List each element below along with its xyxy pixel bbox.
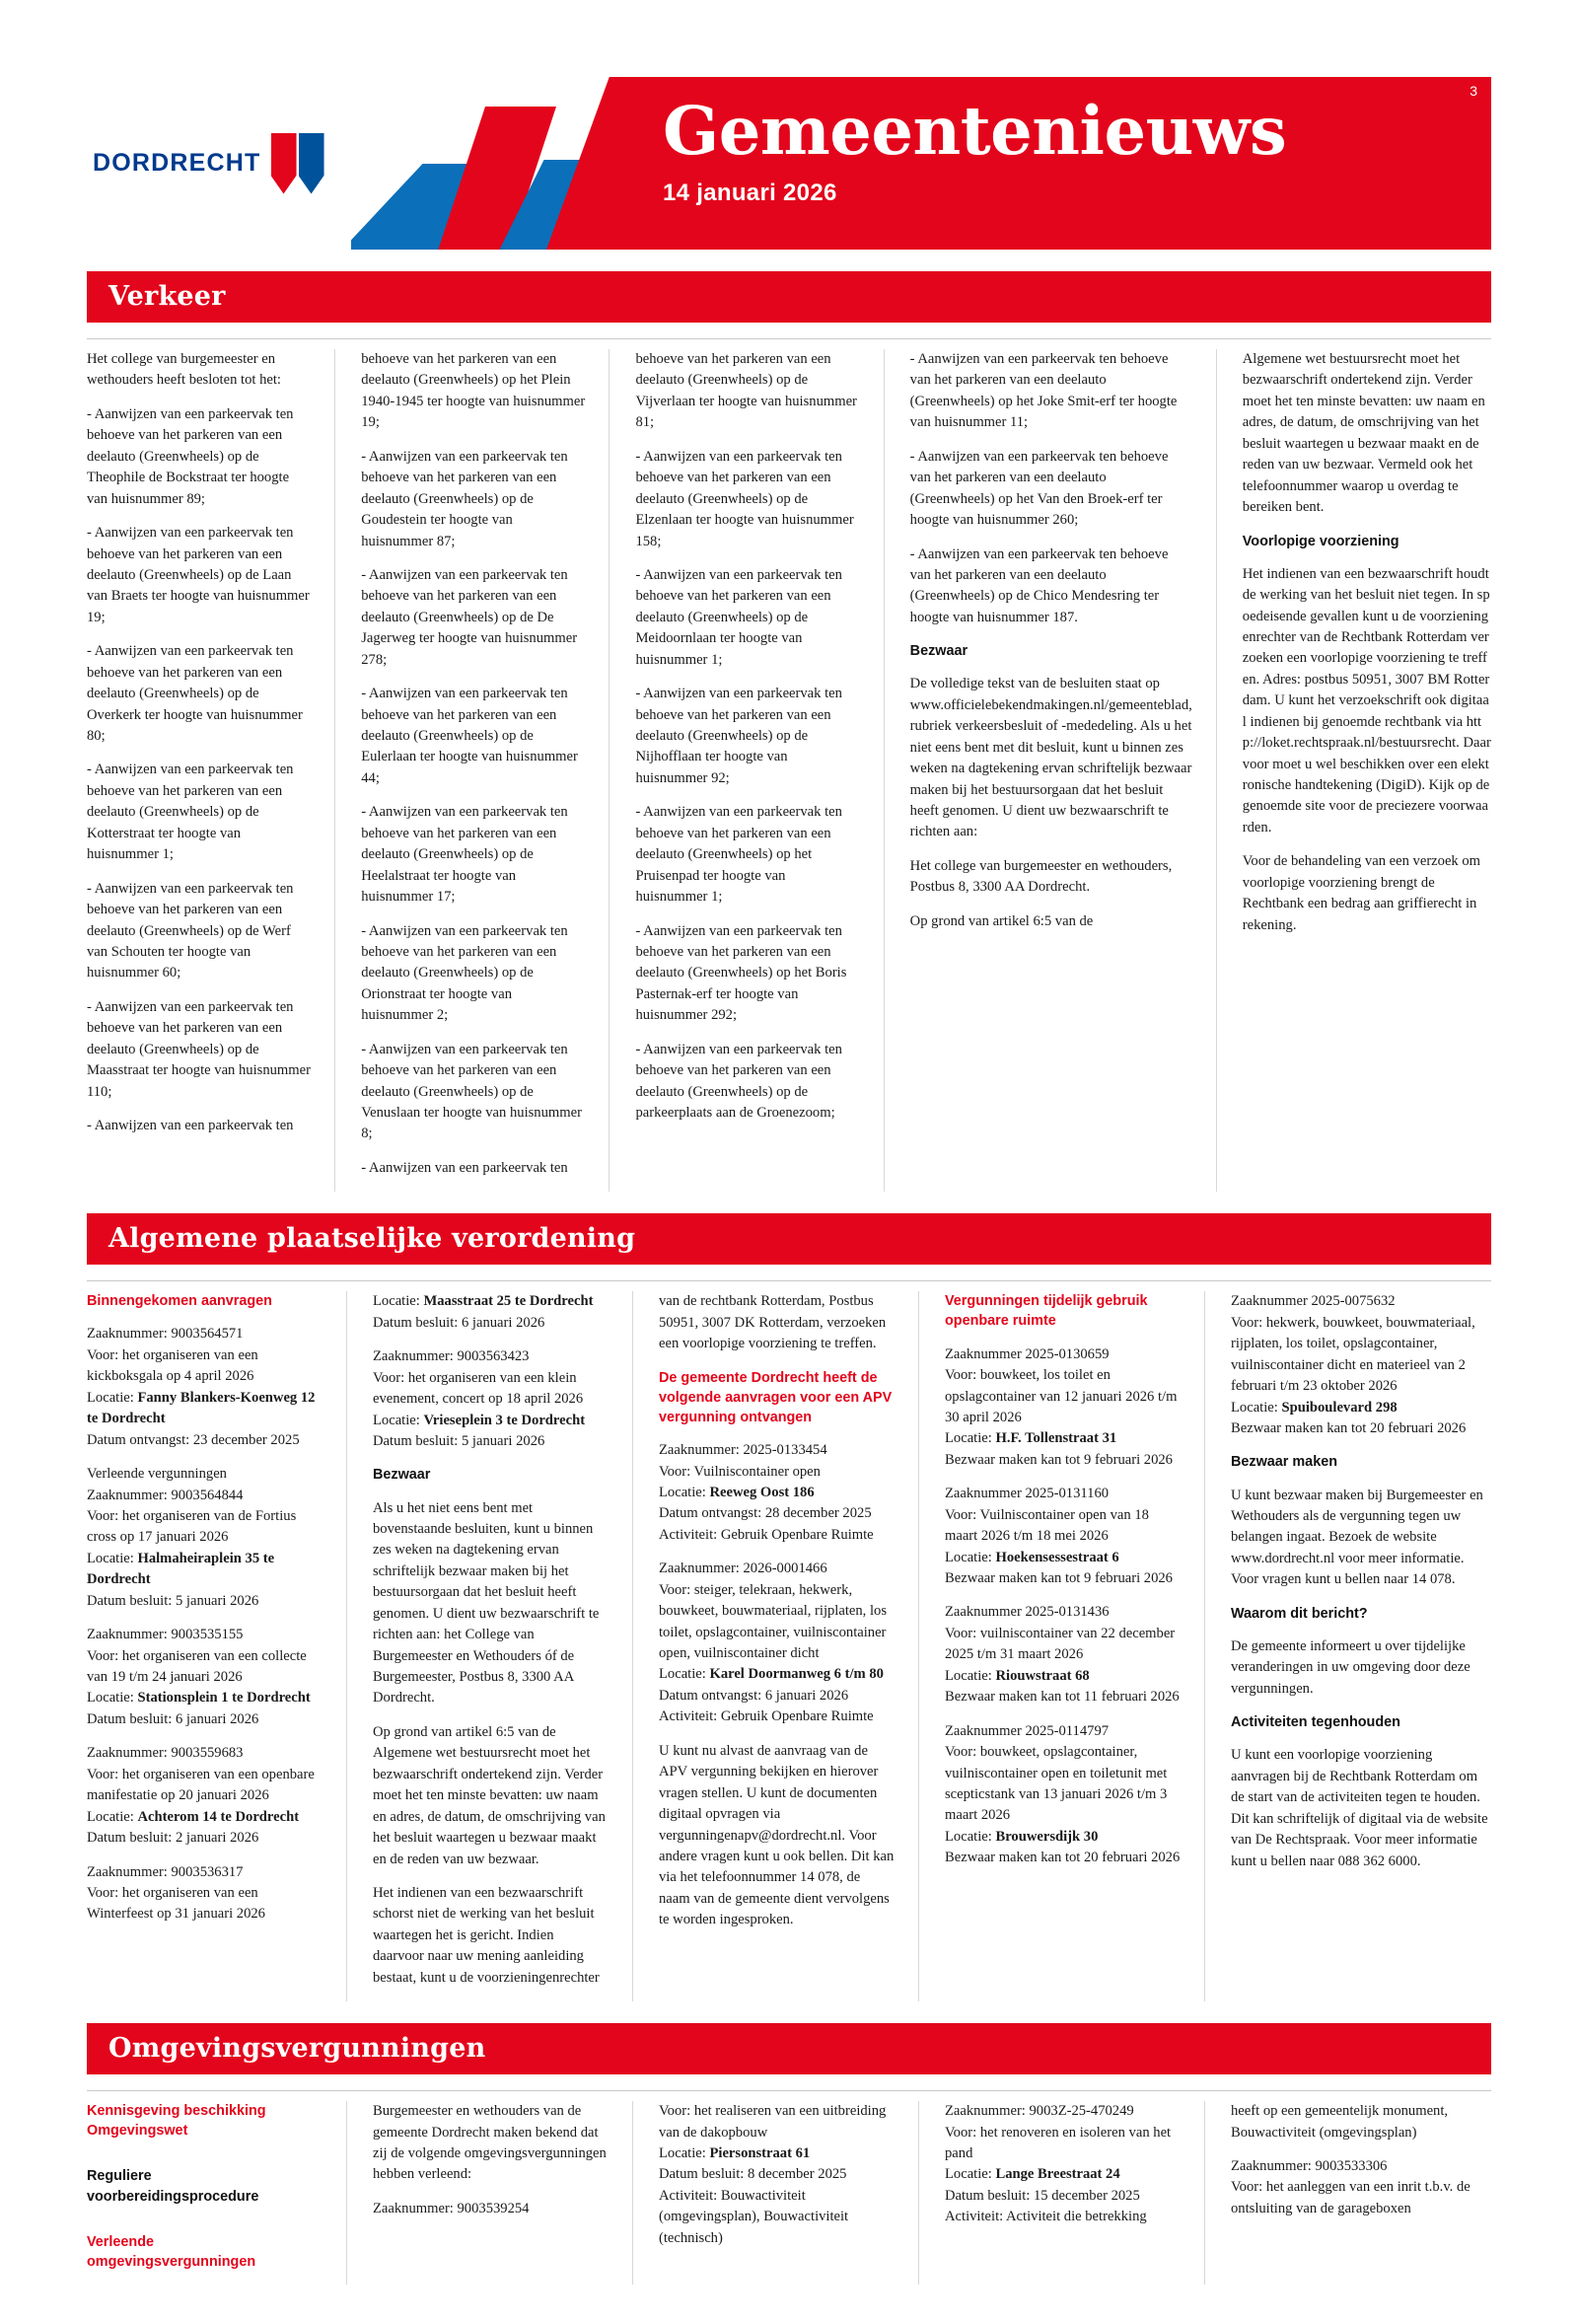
paragraph: Het college van burgemeester en wethouders, Postbus 8, 3300 AA Dordrecht.: [909, 857, 1173, 896]
omgeving-column-3: [659, 2101, 919, 2285]
datum: Datum besluit: 15 december 2025: [945, 2187, 1140, 2204]
aanvraag-omschrijving: Voor: het realiseren van een uitbreiding van de dakopbouw: [659, 2103, 887, 2141]
paragraph: - Aanwijzen van een parkeervak ten behoeve van het parkeren van een deelauto (Greenwheels) op de Orionstraat ter hoogte van huisnummer 2;: [361, 922, 568, 1024]
verkeer-column-4: [910, 349, 1217, 1192]
locatie-line: [659, 1483, 895, 1503]
zaaknummer: Zaaknummer: 9003536317: [87, 1863, 244, 1880]
apv-column-2: [373, 1291, 633, 2001]
locatie-label: Locatie:: [659, 1666, 710, 1683]
bezwaar-termijn: Bezwaar maken kan tot 20 februari 2026: [1231, 1419, 1467, 1436]
aanvraag-omschrijving: Voor: vuilniscontainer van 22 december 2025 t/m 31 maart 2026: [945, 1625, 1176, 1663]
verkeer-column-2: [361, 349, 610, 1192]
datum: Datum besluit: 2 januari 2026: [87, 1830, 259, 1847]
locatie-value: Reeweg Oost 186: [709, 1484, 815, 1500]
paragraph: - Aanwijzen van een parkeervak ten behoeve van het parkeren van een deelauto (Greenwheels) op de parkeerplaats aan de Groenezoom;: [635, 1041, 842, 1121]
locatie-value: Halmaheiraplein 35 te Dordrecht: [87, 1550, 275, 1588]
zaaknummer: Zaaknummer: 9003564571: [87, 1326, 244, 1343]
locatie-value: Lange Breestraat 24: [995, 2166, 1120, 2183]
paragraph: U kunt een voorlopige voorziening aanvragen bij de Rechtbank Rotterdam om de start van de activiteiten tegen te houden. Dit kan schriftelijk of digitaal via de website van De Rechtspraak. Voor meer informatie kunt u bellen naar 088 362 6000.: [1231, 1747, 1488, 1869]
paragraph: - Aanwijzen van een parkeervak ten behoeve van het parkeren van een deelauto (Greenwheels) op de Werf van Schouten ter hoogte van huisnummer 60;: [87, 880, 294, 981]
paragraph: - Aanwijzen van een parkeervak ten behoeve van het parkeren van een deelauto (Greenwheels) op de Elzenlaan ter hoogte van huisnummer 158;: [635, 448, 854, 549]
datum: Datum ontvangst: 6 januari 2026: [659, 1687, 849, 1704]
zaaknummer: Zaaknummer 2025-0130659: [945, 1345, 1110, 1362]
activiteit: Activiteit: Bouwactiviteit (omgevingsplan), Bouwactiviteit (technisch): [659, 2187, 849, 2246]
paragraph: - Aanwijzen van een parkeervak ten behoeve van het parkeren van een deelauto (Greenwheels) op de Meidoornlaan ter hoogte van huisnummer 1;: [635, 566, 842, 668]
publication-date: 14 januari 2026: [663, 180, 837, 207]
page-number: 3: [1470, 83, 1477, 99]
locatie-label: Locatie:: [1231, 1399, 1282, 1416]
title-banner: [617, 77, 1491, 250]
locatie-label: Locatie:: [945, 1667, 996, 1684]
omgeving-column-2: [373, 2101, 633, 2285]
subheading-kennisgeving-beschikking: Kennisgeving beschikking Omgevingswet: [87, 2103, 266, 2140]
activiteit: Activiteit: Activiteit die betrekking: [945, 2209, 1147, 2225]
locatie-line: [87, 1549, 323, 1591]
bezwaar-termijn: Bezwaar maken kan tot 9 februari 2026: [945, 1570, 1173, 1586]
apv-column-3: [659, 1291, 919, 2001]
section-header-apv: Algemene plaatselijke verordening: [87, 1213, 1491, 1265]
omgeving-column-5: [1231, 2101, 1491, 2285]
paragraph: Op grond van artikel 6:5 van de Algemene wet bestuursrecht moet het bezwaarschrift ondertekend zijn. Verder moet het ten minste bevatten: uw naam en adres, de datum, de omschrijving van het besluit waartegen u bezwaar maakt en de reden van uw bezwaar.: [373, 1723, 606, 1867]
subheading-apv-aanvragen: De gemeente Dordrecht heeft de volgende aanvragen voor een APV vergunning ontvangen: [659, 1369, 893, 1425]
activiteit: Activiteit: Gebruik Openbare Ruimte: [659, 1708, 874, 1725]
paragraph: van de rechtbank Rotterdam, Postbus 50951, 3007 DK Rotterdam, verzoeken een voorlopige voorziening te treffen.: [659, 1293, 887, 1352]
aanvraag-omschrijving: Voor: het aanleggen van een inrit t.b.v. de ontsluiting van de garageboxen: [1231, 2179, 1470, 2216]
paragraph: Algemene wet bestuursrecht moet het bezwaarschrift ondertekend zijn. Verder moet het ten minste bevatten: uw naam en adres, de datum, de omschrijving van het besluit waartegen u bezwaar maakt en de reden van uw bezwaar. Vermeld ook het telefoonnummer waarop u overdag te bereiken bent.: [1242, 351, 1485, 516]
paragraph: behoeve van het parkeren van een deelauto (Greenwheels) op de Vijverlaan ter hoogte van huisnummer 81;: [635, 351, 857, 431]
paragraph: Als u het niet eens bent met bovenstaande besluiten, kunt u binnen zes weken na dagtekening ervan schriftelijk bezwaar maken bij het bestuursorgaan dat het besluit heeft genomen. U dient uw bezwaarschrift te richten aan: het College van Burgemeester en Wethouders óf de Burgemeester, Postbus 8, 3300 AA Dordrecht.: [373, 1499, 600, 1707]
aanvraag-omschrijving: Voor: het organiseren van een Winterfeest op 31 januari 2026: [87, 1884, 265, 1923]
locatie-label: Locatie:: [659, 2145, 710, 2162]
zaaknummer: Zaaknummer: 9003539254: [373, 2200, 530, 2216]
locatie-label: Locatie:: [87, 1550, 138, 1566]
paragraph: Burgemeester en wethouders van de gemeente Dordrecht maken bekend dat zij de volgende omgevingsvergunningen hebben verleend:: [373, 2103, 607, 2183]
zaaknummer: Zaaknummer 2025-0075632: [1231, 1293, 1396, 1310]
aanvraag-omschrijving: Voor: het organiseren van een openbare manifestatie op 20 januari 2026: [87, 1766, 315, 1804]
paragraph: - Aanwijzen van een parkeervak ten behoeve van het parkeren van een deelauto (Greenwheels) op de Laan van Braets ter hoogte van huisnummer 19;: [87, 525, 310, 625]
verkeer-column-5: [1243, 349, 1491, 1192]
paragraph: Het college van burgemeester en wethouders heeft besloten tot het:: [87, 351, 281, 389]
paragraph: - Aanwijzen van een parkeervak ten behoeve van het parkeren van een deelauto (Greenwheels) op het Boris Pasternak-erf ter hoogte van huisnummer 292;: [635, 922, 847, 1024]
paragraph: - Aanwijzen van een parkeervak ten behoeve van het parkeren van een deelauto (Greenwheels) op de Chico Mendesring ter hoogte van huisnummer 187.: [909, 545, 1169, 625]
paragraph: - Aanwijzen van een parkeervak ten: [361, 1159, 568, 1176]
locatie-line: [87, 1688, 323, 1708]
aanvraag-omschrijving: Voor: steiger, telekraan, hekwerk, bouwkeet, bouwmateriaal, rijplaten, los toilet, opslagcontainer, vuilniscontainer open, vuilniscontainer dicht: [659, 1581, 887, 1662]
omgeving-column-4: [945, 2101, 1205, 2285]
paragraph: De volledige tekst van de besluiten staat op www.officielebekendmakingen.nl/gemeenteblad, rubriek verkeersbesluit of -mededeling. Als u het niet eens bent met dit besluit, kunt u binnen zes weken na dagtekening ervan schriftelijk bezwaar maken bij het bestuursorgaan dat het besluit heeft genomen. U dient uw bezwaarschrift te richten aan:: [909, 676, 1192, 840]
verkeer-column-3: [635, 349, 884, 1192]
zaaknummer: Zaaknummer 2025-0114797: [945, 1722, 1110, 1739]
zaaknummer: Zaaknummer: 9003Z-25-470249: [945, 2103, 1134, 2120]
aanvraag-omschrijving: Voor: het organiseren van een collecte van 19 t/m 24 januari 2026: [87, 1647, 307, 1686]
subheading-voorlopige-voorziening: Voorlopige voorziening: [1242, 533, 1399, 549]
paragraph: - Aanwijzen van een parkeervak ten behoeve van het parkeren van een deelauto (Greenwheels) op de Venuslaan ter hoogte van huisnummer 8;: [361, 1041, 582, 1142]
datum: Datum besluit: 6 januari 2026: [373, 1314, 545, 1331]
aanvraag-omschrijving: Voor: bouwkeet, opslagcontainer, vuilniscontainer open en toiletunit met scepticstank van 13 januari 2026 t/m 3 maart 2026: [945, 1744, 1168, 1824]
locatie-label: Locatie:: [945, 1549, 996, 1565]
paragraph: - Aanwijzen van een parkeervak ten behoeve van het parkeren van een deelauto (Greenwheels) op de Heelalstraat ter hoogte van huisnummer 17;: [361, 804, 568, 906]
aanvraag-omschrijving: Voor: het renoveren en isoleren van het pand: [945, 2124, 1172, 2162]
paragraph: Op grond van artikel 6:5 van de: [909, 912, 1094, 929]
locatie-label: Locatie:: [373, 1412, 424, 1428]
zaaknummer: Zaaknummer: 9003559683: [87, 1745, 244, 1762]
zaaknummer: Zaaknummer: 9003564844: [87, 1487, 244, 1503]
paragraph: - Aanwijzen van een parkeervak ten behoeve van het parkeren van een deelauto (Greenwheels) op de Theophile de Bockstraat ter hoogte van huisnummer 89;: [87, 405, 294, 507]
zaaknummer: Zaaknummer: 2025-0133454: [659, 1442, 827, 1459]
subheading-vergunningen-tijdelijk-gebruik: Vergunningen tijdelijk gebruik openbare ruimte: [945, 1293, 1148, 1330]
paragraph: - Aanwijzen van een parkeervak ten behoeve van het parkeren van een deelauto (Greenwheels) op het Van den Broek-erf ter hoogte van huisnummer 260;: [909, 448, 1169, 529]
subheading-verleende-vergunningen: Verleende vergunningen: [87, 1466, 227, 1483]
verkeer-columns: [87, 338, 1491, 1192]
dordrecht-shield-icon: [271, 133, 332, 194]
aanvraag-omschrijving: Voor: Vuilniscontainer open: [659, 1463, 821, 1480]
datum: Datum besluit: 5 januari 2026: [373, 1432, 545, 1449]
paragraph: - Aanwijzen van een parkeervak ten behoeve van het parkeren van een deelauto (Greenwheels) op de Goudestein ter hoogte van huisnummer 87;: [361, 448, 568, 549]
locatie-value: Maasstraat 25 te Dordrecht: [423, 1293, 594, 1310]
locatie-line: [87, 1807, 323, 1828]
locatie-value: Riouwstraat 68: [995, 1667, 1090, 1684]
aanvraag-omschrijving: Voor: Vuilniscontainer open van 18 maart 2026 t/m 18 mei 2026: [945, 1506, 1149, 1545]
datum: Datum ontvangst: 28 december 2025: [659, 1505, 872, 1522]
paragraph: - Aanwijzen van een parkeervak ten behoeve van het parkeren van een deelauto (Greenwheels) op het Joke Smit-erf ter hoogte van huisnummer 11;: [909, 351, 1178, 431]
paragraph: U kunt nu alvast de aanvraag van de APV vergunning bekijken en hierover vragen stellen. U kunt de documenten digitaal opvragen via vergunningenapv@dordrecht.nl. Voor andere vragen kunt u ook bellen. Dit kan via het telefoonnummer 14 078, de naam van de gemeente dient vervolgens te worden ingesproken.: [659, 1742, 895, 1928]
subheading-binnengekomen-aanvragen: Binnengekomen aanvragen: [87, 1293, 272, 1310]
locatie-value: H.F. Tollenstraat 31: [995, 1430, 1117, 1447]
zaaknummer: Zaaknummer 2025-0131160: [945, 1486, 1110, 1502]
locatie-label: Locatie:: [945, 2166, 996, 2183]
locatie-line: [1231, 1398, 1491, 1418]
bezwaar-termijn: Bezwaar maken kan tot 20 februari 2026: [945, 1850, 1181, 1866]
publication-title: Gemeentenieuws: [663, 92, 1287, 170]
subheading-waarom-dit-bericht: Waarom dit bericht?: [1231, 1605, 1368, 1622]
zaaknummer: Zaaknummer: 2026-0001466: [659, 1561, 827, 1577]
subheading-verleende-omgevingsvergunningen: Verleende omgevingsvergunningen: [87, 2233, 256, 2270]
datum: Datum besluit: 6 januari 2026: [87, 1710, 259, 1727]
paragraph: Het indienen van een bezwaarschrift schorst niet de werking van het besluit waartegen het is gericht. Indien daarvoor naar uw mening aanleiding bestaat, kunt u de voorzieningenrechter: [373, 1884, 600, 1986]
locatie-line: [659, 1664, 895, 1685]
logo-wordmark: DORDRECHT: [93, 149, 261, 177]
verkeer-column-1: [87, 349, 335, 1192]
subheading-bezwaar-maken: Bezwaar maken: [1231, 1454, 1337, 1471]
locatie-value: Vrieseplein 3 te Dordrecht: [423, 1412, 586, 1428]
paragraph: Voor de behandeling van een verzoek om voorlopige voorziening brengt de Rechtbank een bedrag aan griffierecht in rekening.: [1242, 853, 1481, 933]
locatie-value: Piersonstraat 61: [709, 2145, 811, 2162]
datum: Datum besluit: 8 december 2025: [659, 2166, 847, 2183]
section-header-omgevingsvergunningen: Omgevingsvergunningen: [87, 2023, 1491, 2074]
locatie-line: [373, 1291, 609, 1312]
apv-column-5: [1231, 1291, 1491, 2001]
locatie-line: [373, 1411, 609, 1431]
locatie-label: Locatie:: [373, 1293, 424, 1310]
paragraph: - Aanwijzen van een parkeervak ten: [87, 1118, 294, 1133]
activiteit: Activiteit: Gebruik Openbare Ruimte: [659, 1526, 874, 1543]
newspaper-page: [0, 77, 1578, 2324]
paragraph: - Aanwijzen van een parkeervak ten behoeve van het parkeren van een deelauto (Greenwheels) op de Nijhofflaan ter hoogte van huisnummer 92;: [635, 686, 842, 786]
apv-column-1: [87, 1291, 347, 2001]
locatie-line: [945, 1827, 1181, 1848]
locatie-value: Spuiboulevard 298: [1281, 1399, 1398, 1416]
subheading-activiteiten-tegenhouden: Activiteiten tegenhouden: [1231, 1714, 1400, 1731]
locatie-label: Locatie:: [945, 1430, 996, 1447]
locatie-line: [945, 1666, 1181, 1687]
aanvraag-omschrijving: Voor: hekwerk, bouwkeet, bouwmateriaal, rijplaten, los toilet, opslagcontainer, vuilniscontainer dicht en materieel van 2 februari t/m 23 oktober 2026: [1231, 1314, 1475, 1395]
locatie-line: [659, 2143, 895, 2164]
paragraph: - Aanwijzen van een parkeervak ten behoeve van het parkeren van een deelauto (Greenwheels) op de Overkerk ter hoogte van huisnummer 80;: [87, 643, 303, 744]
zaaknummer: Zaaknummer: 9003533306: [1231, 2158, 1388, 2175]
zaaknummer: Zaaknummer: 9003535155: [87, 1627, 244, 1643]
aanvraag-omschrijving: Voor: het organiseren van de Fortius cross op 17 januari 2026: [87, 1507, 297, 1546]
aanvraag-omschrijving: Voor: bouwkeet, los toilet en opslagcontainer van 12 januari 2026 t/m 30 april 2026: [945, 1367, 1178, 1425]
zaaknummer: Zaaknummer 2025-0131436: [945, 1604, 1110, 1621]
masthead: [87, 77, 1491, 250]
paragraph: heeft op een gemeentelijk monument, Bouwactiviteit (omgevingsplan): [1231, 2103, 1449, 2141]
section-header-verkeer: Verkeer: [87, 271, 1491, 323]
paragraph: - Aanwijzen van een parkeervak ten behoeve van het parkeren van een deelauto (Greenwheels) op de Eulerlaan ter hoogte van huisnummer 44;: [361, 686, 578, 786]
dordrecht-logo: [87, 77, 351, 250]
aanvraag-omschrijving: Voor: het organiseren van een klein evenement, concert op 18 april 2026: [373, 1369, 584, 1408]
locatie-value: Karel Doormanweg 6 t/m 80: [709, 1666, 884, 1683]
subheading-reguliere-procedure: Reguliere voorbereidingsprocedure: [87, 2168, 259, 2205]
apv-columns: [87, 1280, 1491, 2001]
omgeving-columns: [87, 2090, 1491, 2285]
locatie-label: Locatie:: [87, 1808, 138, 1825]
omgeving-column-1: [87, 2101, 347, 2285]
paragraph: - Aanwijzen van een parkeervak ten behoeve van het parkeren van een deelauto (Greenwheels) op de De Jagerweg ter hoogte van huisnummer 278;: [361, 566, 578, 668]
locatie-value: Hoekensessestraat 6: [995, 1549, 1119, 1565]
zaaknummer: Zaaknummer: 9003563423: [373, 1348, 530, 1365]
locatie-line: [945, 1428, 1181, 1449]
locatie-value: Stationsplein 1 te Dordrecht: [137, 1690, 311, 1707]
locatie-value: Brouwersdijk 30: [995, 1828, 1099, 1845]
paragraph: Het indienen van een bezwaarschrift houdt de werking van het besluit niet tegen. In spoedeisende gevallen kunt u de voorzieningenrechter van de Rechtbank Rotterdam verzoeken een voorlopige voorziening te treffen. Adres: postbus 50951, 3007 BM Rotterdam. U kunt het verzoekschrift ook digitaal indienen bij genoemde rechtbank via http://loket.rechtspraak.nl/bestuursrecht. Daarvoor moet u wel beschikken over een elektronische handtekening (DigiD). Kijk op de genoemde site voor de preciezere voorwaarden.: [1242, 565, 1491, 835]
locatie-line: [87, 1388, 323, 1430]
locatie-value: Fanny Blankers-Koenweg 12 te Dordrecht: [87, 1389, 316, 1427]
paragraph: behoeve van het parkeren van een deelauto (Greenwheels) op het Plein 1940-1945 ter hoogte van huisnummer 19;: [361, 351, 586, 431]
apv-column-4: [945, 1291, 1205, 2001]
paragraph: - Aanwijzen van een parkeervak ten behoeve van het parkeren van een deelauto (Greenwheels) op het Pruisenpad ter hoogte van huisnummer 1;: [635, 804, 842, 906]
locatie-label: Locatie:: [659, 1484, 710, 1500]
locatie-label: Locatie:: [87, 1389, 138, 1406]
datum: Datum ontvangst: 23 december 2025: [87, 1431, 300, 1448]
paragraph: - Aanwijzen van een parkeervak ten behoeve van het parkeren van een deelauto (Greenwheels) op de Maasstraat ter hoogte van huisnummer 110;: [87, 998, 311, 1100]
locatie-line: [945, 1548, 1181, 1568]
aanvraag-omschrijving: Voor: het organiseren van een kickboksgala op 4 april 2026: [87, 1346, 258, 1385]
bezwaar-termijn: Bezwaar maken kan tot 11 februari 2026: [945, 1689, 1180, 1706]
paragraph: De gemeente informeert u over tijdelijke veranderingen in uw omgeving door deze vergunningen.: [1231, 1637, 1470, 1697]
paragraph: U kunt bezwaar maken bij Burgemeester en Wethouders als de vergunning tegen uw belangen ingaat. Bezoek de website www.dordrecht.nl voor meer informatie. Voor vragen kunt u bellen naar 14 078.: [1231, 1487, 1483, 1588]
bezwaar-termijn: Bezwaar maken kan tot 9 februari 2026: [945, 1451, 1173, 1468]
subheading-bezwaar: Bezwaar: [909, 643, 968, 660]
subheading-bezwaar: Bezwaar: [373, 1467, 431, 1484]
locatie-line: [945, 2164, 1181, 2185]
paragraph: - Aanwijzen van een parkeervak ten behoeve van het parkeren van een deelauto (Greenwheels) op de Kotterstraat ter hoogte van huisnummer 1;: [87, 762, 294, 863]
locatie-label: Locatie:: [945, 1828, 996, 1845]
locatie-value: Achterom 14 te Dordrecht: [137, 1808, 300, 1825]
locatie-label: Locatie:: [87, 1690, 138, 1707]
datum: Datum besluit: 5 januari 2026: [87, 1592, 259, 1609]
